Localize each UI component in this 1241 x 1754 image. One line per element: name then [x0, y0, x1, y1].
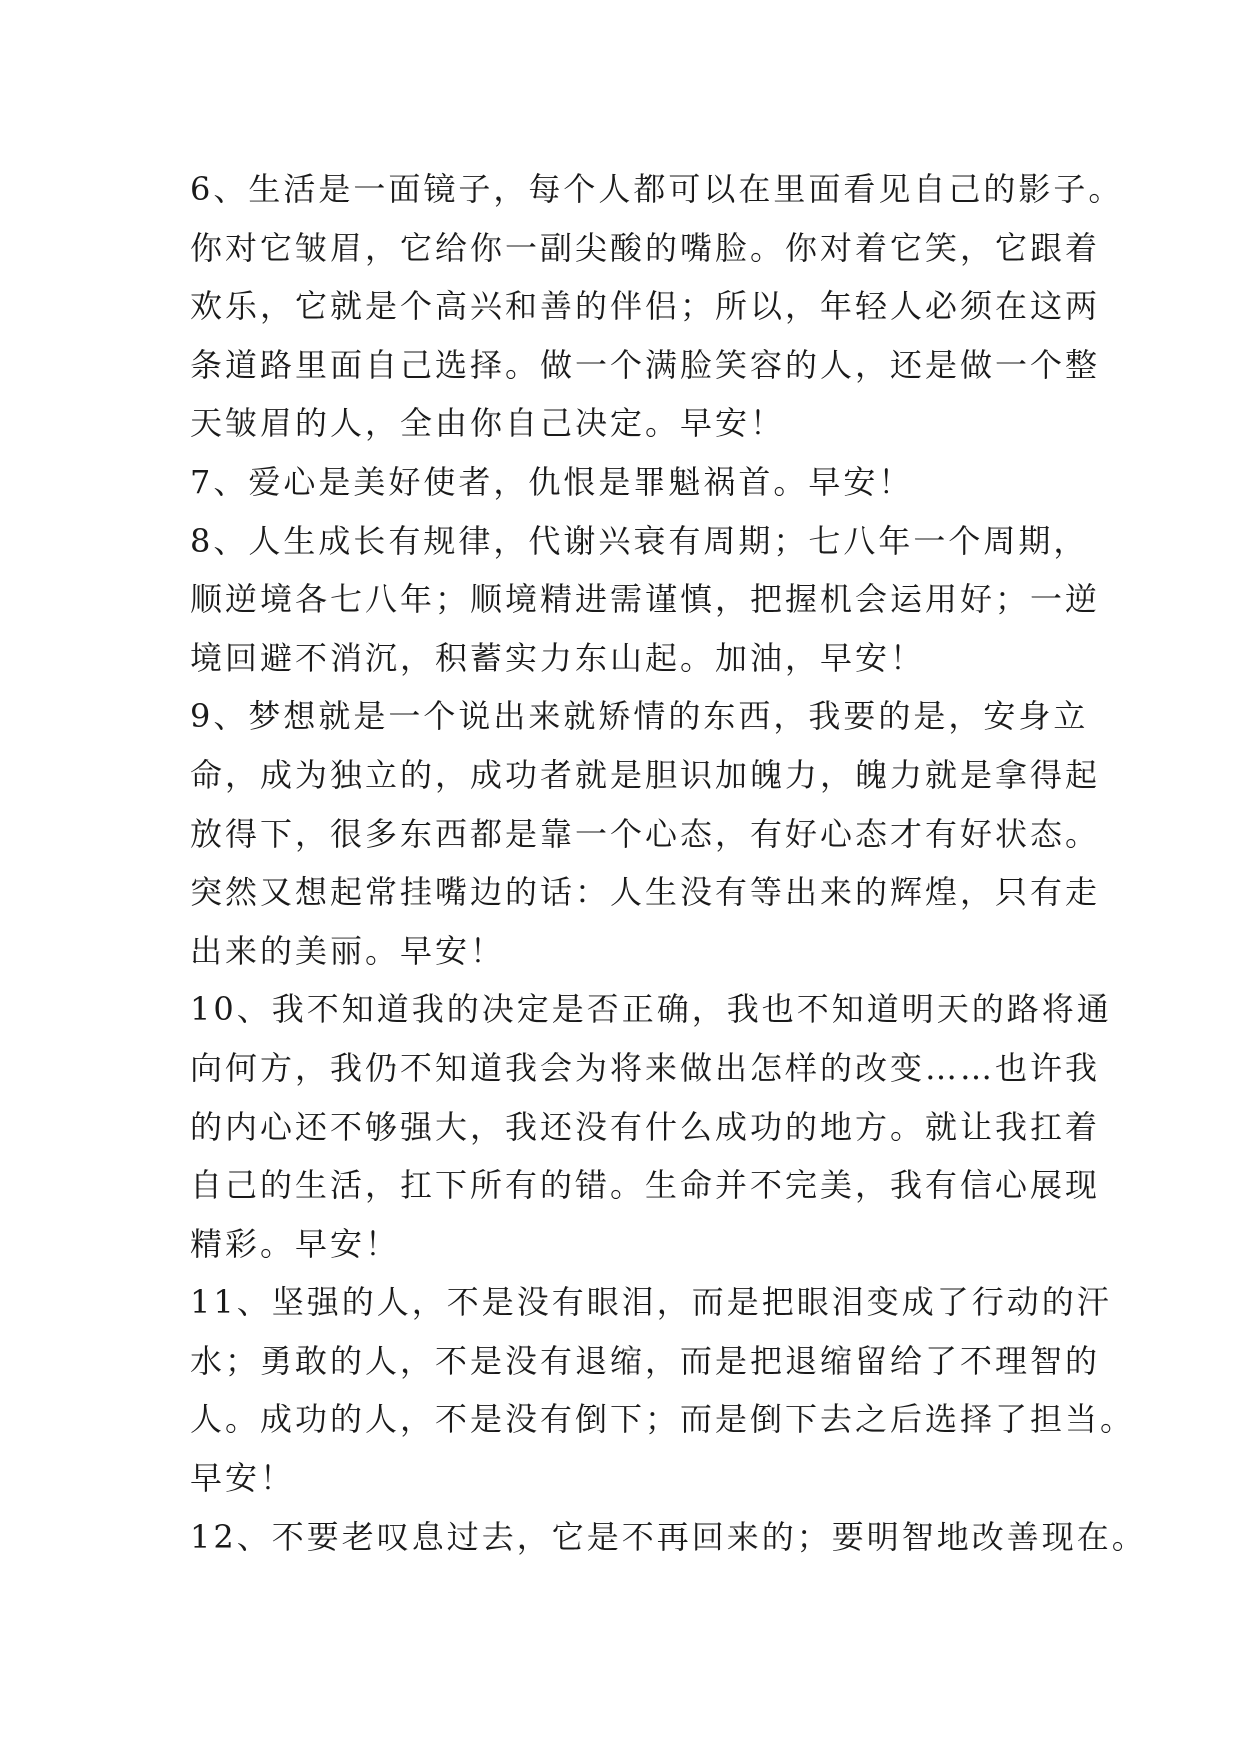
text-line-21: 水；勇敢的人，不是没有退缩，而是把退缩留给了不理智的: [190, 1341, 1101, 1380]
text-line-20: 11、坚强的人，不是没有眼泪，而是把眼泪变成了行动的汗: [190, 1283, 1112, 1322]
text-line-17: 的内心还不够强大，我还没有什么成功的地方。就让我扛着: [190, 1107, 1101, 1146]
text-line-2: 你对它皱眉，它给你一副尖酸的嘴脸。你对着它笑，它跟着: [190, 228, 1101, 267]
text-line-9: 境回避不消沉，积蓄实力东山起。加油，早安！: [190, 638, 926, 677]
text-line-11: 命，成为独立的，成功者就是胆识加魄力，魄力就是拿得起: [190, 755, 1101, 794]
text-line-23: 早安！: [190, 1459, 296, 1498]
text-line-4: 条道路里面自己选择。做一个满脸笑容的人，还是做一个整: [190, 345, 1101, 384]
text-line-6: 7、爱心是美好使者，仇恨是罪魁祸首。早安！: [190, 462, 914, 501]
text-line-10: 9、梦想就是一个说出来就矫情的东西，我要的是，安身立: [190, 697, 1089, 736]
text-line-19: 精彩。早安！: [190, 1224, 401, 1263]
text-line-14: 出来的美丽。早安！: [190, 931, 506, 970]
text-line-3: 欢乐，它就是个高兴和善的伴侣；所以，年轻人必须在这两: [190, 287, 1101, 326]
text-line-16: 向何方，我仍不知道我会为将来做出怎样的改变……也许我: [190, 1048, 1101, 1087]
text-line-7: 8、人生成长有规律，代谢兴衰有周期；七八年一个周期，: [190, 521, 1089, 560]
text-line-13: 突然又想起常挂嘴边的话：人生没有等出来的辉煌，只有走: [190, 873, 1101, 912]
text-line-12: 放得下，很多东西都是靠一个心态，有好心态才有好状态。: [190, 814, 1101, 853]
text-line-15: 10、我不知道我的决定是否正确，我也不知道明天的路将通: [190, 990, 1112, 1029]
text-line-8: 顺逆境各七八年；顺境精进需谨慎，把握机会运用好；一逆: [190, 580, 1101, 619]
text-line-5: 天皱眉的人，全由你自己决定。早安！: [190, 404, 786, 443]
text-line-22: 人。成功的人，不是没有倒下；而是倒下去之后选择了担当。: [190, 1400, 1136, 1439]
text-line-24: 12、不要老叹息过去，它是不再回来的；要明智地改善现在。: [190, 1517, 1147, 1556]
text-line-1: 6、生活是一面镜子，每个人都可以在里面看见自己的影子。: [190, 170, 1124, 208]
document-body: [190, 160, 1147, 1566]
text-line-18: 自己的生活，扛下所有的错。生命并不完美，我有信心展现: [190, 1166, 1101, 1205]
